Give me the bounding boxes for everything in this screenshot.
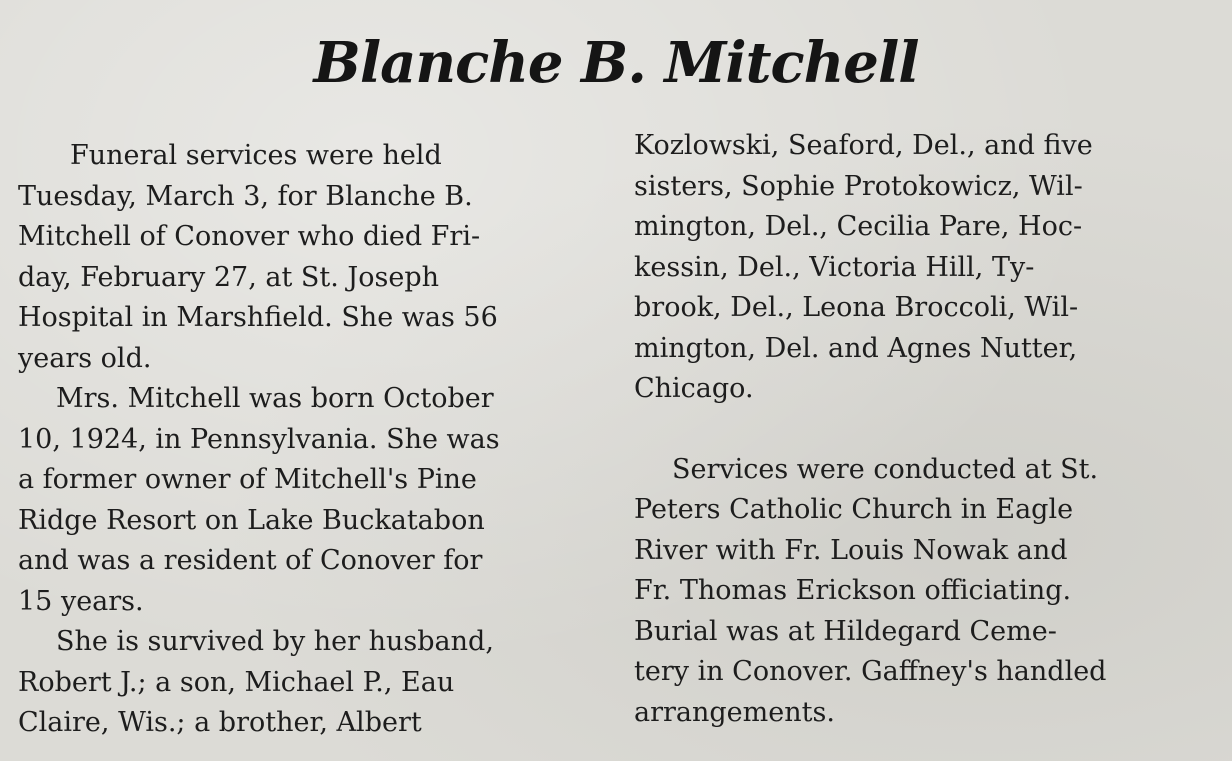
text-line: day, February 27, at St. Joseph <box>18 261 440 293</box>
text-line: brook, Del., Leona Broccoli, Wil- <box>634 292 1079 323</box>
text-line: Kozlowski, Seaford, Del., and five <box>634 130 1093 161</box>
text-line: Robert J.; a son, Michael P., Eau <box>18 666 455 698</box>
text-line: sisters, Sophie Protokowicz, Wil- <box>634 170 1083 202</box>
obituary-headline: Blanche B. Mitchell <box>313 30 919 96</box>
text-line: She is survived by her husband, <box>56 626 494 657</box>
text-line: Funeral services were held <box>70 140 442 171</box>
text-line: River with Fr. Louis Nowak and <box>634 534 1068 566</box>
text-line: a former owner of Mitchell's Pine <box>18 464 477 495</box>
left-column <box>18 136 590 744</box>
text-line: Mitchell of Conover who died Fri- <box>18 221 481 252</box>
text-line: Services were conducted at St. <box>672 453 1099 485</box>
text-line: years old. <box>18 342 152 374</box>
text-line: Burial was at Hildegard Ceme- <box>634 615 1057 647</box>
text-line: kessin, Del., Victoria Hill, Ty- <box>634 251 1035 283</box>
text-line: mington, Del. and Agnes Nutter, <box>634 332 1078 364</box>
text-line: arrangements. <box>634 696 835 728</box>
text-line: 10, 1924, in Pennsylvania. She was <box>18 423 500 455</box>
text-line: Ridge Resort on Lake Buckatabon <box>18 504 485 536</box>
text-line: Fr. Thomas Erickson officiating. <box>634 575 1072 606</box>
text-line: Peters Catholic Church in Eagle <box>634 494 1074 525</box>
text-line: and was a resident of Conover for <box>18 545 483 576</box>
text-line: tery in Conover. Gaffney's handled <box>634 656 1107 687</box>
text-line: Hospital in Marshfield. She was 56 <box>18 302 498 333</box>
text-line: Chicago. <box>634 373 754 404</box>
text-line: Mrs. Mitchell was born October <box>56 383 494 414</box>
text-line: Claire, Wis.; a brother, Albert <box>18 707 422 738</box>
text-line: 15 years. <box>18 585 144 617</box>
text-line: Tuesday, March 3, for Blanche B. <box>18 180 473 212</box>
text-line: mington, Del., Cecilia Pare, Hoc- <box>634 211 1083 242</box>
right-column <box>634 126 1214 733</box>
paragraph-gap <box>634 410 1214 450</box>
